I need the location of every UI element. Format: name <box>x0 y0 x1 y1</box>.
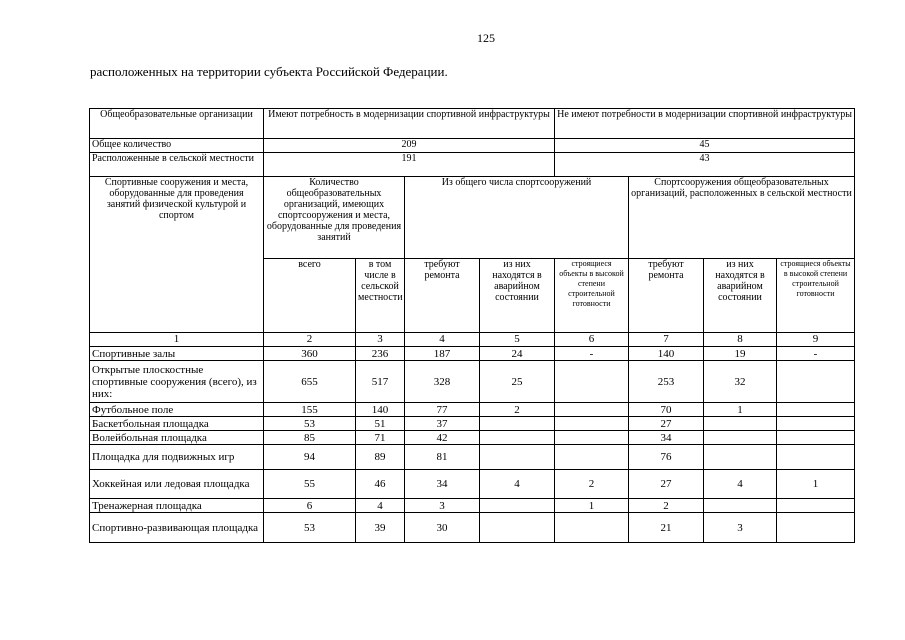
cell-c6 <box>555 361 629 403</box>
facility-name: Открытые плоскостные спортивные сооружения (всего), из них: <box>90 361 264 403</box>
header-rural-facilities: Спортсооружения общеобразовательных организаций, расположенных в сельской местности <box>629 177 855 259</box>
cell-c5: 25 <box>480 361 555 403</box>
cell-c9: - <box>777 347 855 361</box>
cell-c6: 2 <box>555 470 629 499</box>
cell-c7: 76 <box>629 445 704 470</box>
column-number-row <box>90 333 855 347</box>
cell-c5: 24 <box>480 347 555 361</box>
column-number: 3 <box>356 333 405 347</box>
column-number: 2 <box>264 333 356 347</box>
detail-group-header-row <box>90 177 855 259</box>
cell-c2: 94 <box>264 445 356 470</box>
summary-row-label: Общее количество <box>90 139 264 153</box>
facility-name: Спортивные залы <box>90 347 264 361</box>
cell-c5 <box>480 445 555 470</box>
cell-c2: 53 <box>264 513 356 543</box>
facility-name: Тренажерная площадка <box>90 499 264 513</box>
cell-c3: 51 <box>356 417 405 431</box>
column-number: 4 <box>405 333 480 347</box>
cell-c3: 71 <box>356 431 405 445</box>
facility-name: Баскетбольная площадка <box>90 417 264 431</box>
cell-c4: 187 <box>405 347 480 361</box>
subheader-rural-emergency: из них находятся в аварийном состоянии <box>704 259 777 333</box>
cell-c9: 1 <box>777 470 855 499</box>
cell-c5 <box>480 417 555 431</box>
summary-need-value: 209 <box>264 139 555 153</box>
cell-c3: 517 <box>356 361 405 403</box>
cell-c8: 19 <box>704 347 777 361</box>
cell-c3: 39 <box>356 513 405 543</box>
cell-c9 <box>777 403 855 417</box>
table-row <box>90 431 855 445</box>
cell-c4: 328 <box>405 361 480 403</box>
column-number: 5 <box>480 333 555 347</box>
table-row <box>90 361 855 403</box>
cell-c6 <box>555 417 629 431</box>
cell-c9 <box>777 431 855 445</box>
table-row <box>90 470 855 499</box>
summary-noneed-value: 43 <box>555 153 855 177</box>
header-org-count: Количество общеобразовательных организаций, имеющих спортсооружения и места, оборудованные для проведения занятий <box>264 177 405 259</box>
cell-c8: 32 <box>704 361 777 403</box>
column-number: 6 <box>555 333 629 347</box>
cell-c6: - <box>555 347 629 361</box>
cell-c5: 4 <box>480 470 555 499</box>
cell-c9 <box>777 417 855 431</box>
sports-infrastructure-table <box>89 108 855 543</box>
summary-need-value: 191 <box>264 153 555 177</box>
cell-c6 <box>555 445 629 470</box>
cell-c5 <box>480 513 555 543</box>
cell-c5: 2 <box>480 403 555 417</box>
cell-c2: 53 <box>264 417 356 431</box>
facility-name: Спортивно-развивающая площадка <box>90 513 264 543</box>
cell-c9 <box>777 499 855 513</box>
subheader-repair: требуют ремонта <box>405 259 480 333</box>
cell-c7: 70 <box>629 403 704 417</box>
cell-c7: 140 <box>629 347 704 361</box>
table-row <box>90 513 855 543</box>
cell-c2: 85 <box>264 431 356 445</box>
subheader-total: всего <box>264 259 356 333</box>
header-noneed-col: Не имеют потребности в модернизации спортивной инфраструктуры <box>555 109 855 139</box>
table-row <box>90 347 855 361</box>
column-number: 7 <box>629 333 704 347</box>
header-of-total: Из общего числа спортсооружений <box>405 177 629 259</box>
cell-c8 <box>704 417 777 431</box>
cell-c7: 34 <box>629 431 704 445</box>
cell-c2: 155 <box>264 403 356 417</box>
header-need-col: Имеют потребность в модернизации спортивной инфраструктуры <box>264 109 555 139</box>
cell-c2: 655 <box>264 361 356 403</box>
cell-c7: 27 <box>629 470 704 499</box>
cell-c2: 360 <box>264 347 356 361</box>
cell-c7: 253 <box>629 361 704 403</box>
cell-c6: 1 <box>555 499 629 513</box>
cell-c8: 1 <box>704 403 777 417</box>
cell-c3: 89 <box>356 445 405 470</box>
cell-c2: 55 <box>264 470 356 499</box>
header-facilities: Спортивные сооружения и места, оборудованные для проведения занятий физической культурой и спортом <box>90 177 264 333</box>
cell-c6 <box>555 403 629 417</box>
subheader-construction: строящиеся объекты в высокой степени строительной готовности <box>555 259 629 333</box>
summary-noneed-value: 45 <box>555 139 855 153</box>
cell-c7: 21 <box>629 513 704 543</box>
cell-c2: 6 <box>264 499 356 513</box>
cell-c4: 42 <box>405 431 480 445</box>
subheader-emergency: из них находятся в аварийном состоянии <box>480 259 555 333</box>
cell-c8: 3 <box>704 513 777 543</box>
column-number: 8 <box>704 333 777 347</box>
cell-c3: 236 <box>356 347 405 361</box>
cell-c9 <box>777 361 855 403</box>
page-number: 125 <box>477 31 495 45</box>
cell-c3: 4 <box>356 499 405 513</box>
column-number: 9 <box>777 333 855 347</box>
summary-row <box>90 139 855 153</box>
subheader-rural-repair: требуют ремонта <box>629 259 704 333</box>
cell-c8 <box>704 499 777 513</box>
column-number: 1 <box>90 333 264 347</box>
facility-name: Футбольное поле <box>90 403 264 417</box>
cell-c6 <box>555 431 629 445</box>
cell-c5 <box>480 431 555 445</box>
summary-row <box>90 153 855 177</box>
header-org-col: Общеобразовательные организации <box>90 109 264 139</box>
facility-name: Волейбольная площадка <box>90 431 264 445</box>
table-row <box>90 403 855 417</box>
subheader-rural: в том числе в сельской местности <box>356 259 405 333</box>
cell-c8 <box>704 445 777 470</box>
lead-text: расположенных на территории субъекта Российской Федерации. <box>90 64 448 79</box>
cell-c8 <box>704 431 777 445</box>
cell-c7: 2 <box>629 499 704 513</box>
cell-c3: 46 <box>356 470 405 499</box>
cell-c4: 3 <box>405 499 480 513</box>
cell-c4: 37 <box>405 417 480 431</box>
cell-c9 <box>777 445 855 470</box>
cell-c8: 4 <box>704 470 777 499</box>
cell-c4: 34 <box>405 470 480 499</box>
subheader-rural-construction: строящиеся объекты в высокой степени строительной готовности <box>777 259 855 333</box>
facility-name: Хоккейная или ледовая площадка <box>90 470 264 499</box>
cell-c3: 140 <box>356 403 405 417</box>
cell-c6 <box>555 513 629 543</box>
facility-name: Площадка для подвижных игр <box>90 445 264 470</box>
summary-header-row <box>90 109 855 139</box>
cell-c9 <box>777 513 855 543</box>
cell-c7: 27 <box>629 417 704 431</box>
summary-row-label: Расположенные в сельской местности <box>90 153 264 177</box>
cell-c4: 30 <box>405 513 480 543</box>
table-row <box>90 499 855 513</box>
cell-c4: 77 <box>405 403 480 417</box>
table-row <box>90 417 855 431</box>
table-row <box>90 445 855 470</box>
cell-c5 <box>480 499 555 513</box>
cell-c4: 81 <box>405 445 480 470</box>
